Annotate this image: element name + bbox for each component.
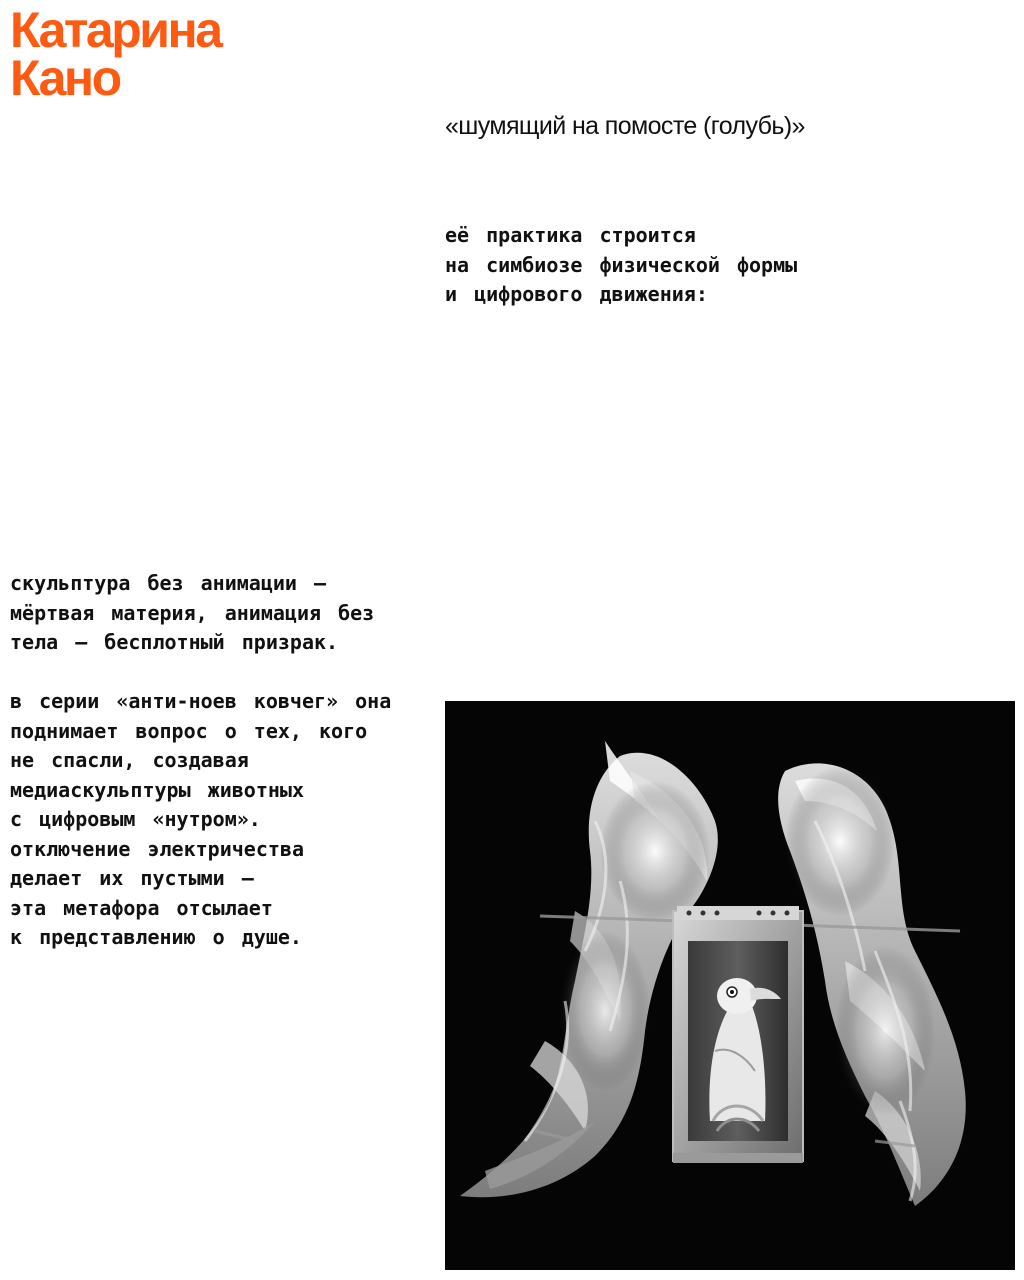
artist-name (10, 2, 221, 106)
series-line: медиаскульптуры животных (10, 777, 304, 802)
intro-line: и цифрового движения: (445, 282, 708, 306)
intro-paragraph (445, 221, 797, 310)
thesis-line: мёртвая материя, анимация без (10, 600, 375, 625)
sculpture-illustration (445, 701, 1015, 1270)
series-line: делает их пустыми — (10, 866, 254, 890)
series-line: к представлению о душе. (10, 925, 302, 949)
thesis-paragraph (10, 569, 374, 658)
portrait-frame (673, 906, 803, 1163)
series-line: поднимает вопрос о тех, кого (10, 718, 368, 743)
thesis-line: тела — бесплотный призрак. (10, 630, 339, 654)
thesis-line: скульптура без анимации — (10, 571, 327, 595)
artist-name-line-2: Кано (10, 50, 120, 106)
series-line: не спасли, создавая (10, 748, 249, 772)
series-paragraph (10, 687, 391, 953)
intro-line: её практика строится (445, 223, 696, 247)
right-wing (778, 763, 966, 1206)
intro-line: на симбиозе физической формы (445, 252, 798, 277)
work-title: «шумящий на помосте (голубь)» (445, 112, 805, 140)
artist-name-line-1: Катарина (10, 2, 221, 58)
series-line: с цифровым «нутром». (10, 807, 261, 831)
series-line: в серии «анти-ноев ковчег» она (10, 689, 392, 713)
series-line: эта метафора отсылает (10, 895, 273, 920)
series-line: отключение электричества (10, 836, 304, 861)
artwork-photo (445, 701, 1015, 1270)
